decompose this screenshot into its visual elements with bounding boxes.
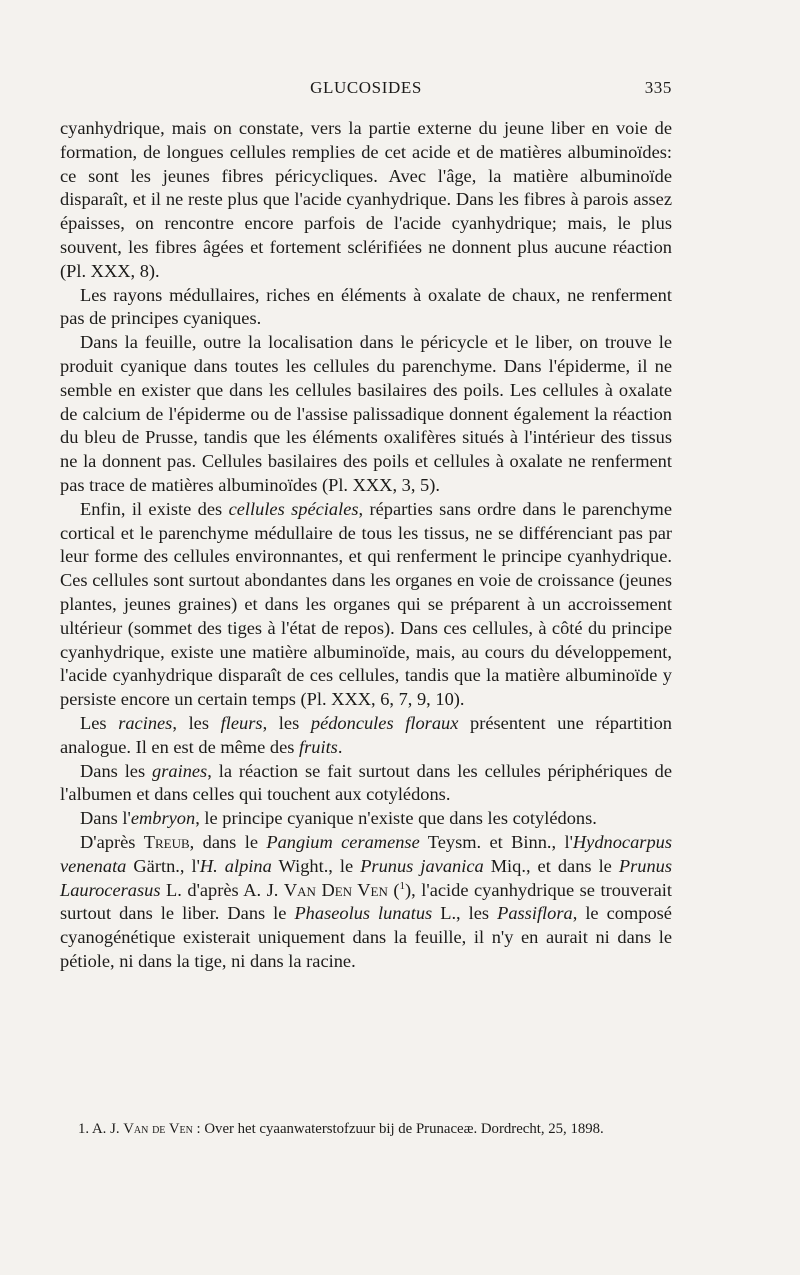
italic-term: graines xyxy=(152,760,208,781)
page-number: 335 xyxy=(644,78,672,97)
footnote xyxy=(60,1120,672,1138)
italic-term: Passiflora xyxy=(497,903,573,924)
paragraph-1: cyanhydrique, mais on constate, vers la partie externe du jeune liber en voie de formation, de longues cellules remplies de cet acide et de matières albuminoïdes: ce sont les jeunes fibres péricycliques. Avec l'âge, la matière albuminoïde disparaît, et il ne reste plus que l'acide cyanhydrique. Dans les fibres à parois assez épaisses, on rencontre encore parfois de l'acide cyanhydrique; mais, le plus souvent, les fibres âgées et fortement sclérifiées ne donnent plus aucune réaction (Pl. XXX, 8). xyxy=(60,118,672,281)
italic-term: Phaseolus lunatus xyxy=(294,903,433,924)
paragraph-5 xyxy=(60,712,672,760)
italic-term: cellules spéciales xyxy=(228,498,359,519)
italic-term: Prunus Laurocerasus xyxy=(60,855,672,900)
italic-term: fleurs xyxy=(220,712,263,733)
author-name: Treub xyxy=(143,831,190,852)
text-run: Wight., le xyxy=(271,855,361,876)
text-run: D'après xyxy=(80,831,144,852)
text-run: , la réaction se fait surtout dans les cellules périphériques de l'albumen et dans celles qui touchent aux cotylédons. xyxy=(60,760,672,805)
text-run: : Over het cyaanwaterstofzuur bij de Prunaceæ. Dordrecht, 25, 1898. xyxy=(192,1121,604,1137)
footnote-marker: 1 xyxy=(399,879,406,892)
italic-term: pédoncules floraux xyxy=(310,712,459,733)
text-run: , les xyxy=(262,712,311,733)
text-run: ), l'acide cyanhydrique se trouverait surtout dans le liber. Dans le xyxy=(60,879,672,924)
author-name: Van Den Ven xyxy=(283,879,388,900)
italic-term: embryon xyxy=(130,808,196,829)
text-run: , le composé cyanogénétique existerait uniquement dans la feuille, il n'y en aurait ni dans le pétiole, ni dans la tige, ni dans la racine. xyxy=(60,903,672,971)
paragraph-6 xyxy=(60,760,672,808)
text-run: 1. A. J. xyxy=(78,1121,124,1137)
paragraph-4 xyxy=(60,498,672,712)
text-run: L. d'après A. J. xyxy=(160,879,284,900)
text-run: , dans le xyxy=(189,831,267,852)
text-run: Les xyxy=(80,712,119,733)
text-run: Gärtn., l' xyxy=(126,855,200,876)
footnote-1 xyxy=(60,1120,672,1138)
text-run: , les xyxy=(172,712,221,733)
italic-term: racines xyxy=(118,712,173,733)
author-name: Van de Ven xyxy=(123,1121,193,1137)
body-text xyxy=(60,117,672,974)
italic-term: Prunus javanica xyxy=(360,855,484,876)
italic-term: Hydnocarpus venenata xyxy=(60,831,672,876)
paragraph-7 xyxy=(60,807,672,831)
paragraph-2: Les rayons médullaires, riches en éléments à oxalate de chaux, ne renferment pas de principes cyaniques. xyxy=(60,284,672,329)
text-run: L., les xyxy=(432,903,498,924)
text-run: ( xyxy=(387,879,400,900)
text-run: Enfin, il existe des xyxy=(80,498,229,519)
text-run: . xyxy=(337,736,343,757)
paragraph-3: Dans la feuille, outre la localisation dans le péricycle et le liber, on trouve le produit cyanique dans toutes les cellules du parenchyme. Dans l'épiderme, il ne semble en exister que dans les cellules basilaires des poils. Les cellules à oxalate de calcium de l'épiderme ou de l'assise palissadique donnent également la réaction du bleu de Prusse, tandis que les éléments oxalifères situés à l'intérieur des tissus ne la donnent pas. Cellules basilaires des poils et cellules à oxalate ne renferment pas trace de matières albuminoïdes (Pl. XXX, 3, 5). xyxy=(60,332,672,495)
italic-term: H. alpina xyxy=(199,855,272,876)
text-run: , réparties sans ordre dans le parenchyme cortical et le parenchyme médullaire de tous les tissus, ne se différenciant pas par leur forme des cellules environnantes, et qui renferment le principe cyanhydrique. Ces cellules sont surtout abondantes dans les organes en voie de croissance (jeunes plantes, jeunes graines) et dans les organes qui se préparent à un accroissement ultérieur (sommet des tiges à l'état de repos). Dans ces cellules, à côté du principe cyanhydrique, existe une matière albuminoïde, mais, au cours du développement, l'acide cyanhydrique disparaît de ces cellules, tandis que la matière albuminoïde y persiste encore un certain temps (Pl. XXX, 6, 7, 9, 10). xyxy=(60,498,672,710)
italic-term: fruits xyxy=(299,736,338,757)
text-run: présentent une répartition analogue. Il en est de même des xyxy=(60,712,673,757)
text-run: Dans les xyxy=(80,760,153,781)
text-run: Dans l' xyxy=(80,808,131,829)
paragraph-8 xyxy=(60,831,672,974)
running-head xyxy=(60,78,672,104)
text-run: , le principe cyanique n'existe que dans les cotylédons. xyxy=(195,808,597,829)
chapter-title: GLUCOSIDES xyxy=(310,78,422,97)
italic-term: Pangium ceramense xyxy=(266,831,420,852)
text-run: Miq., et dans le xyxy=(483,855,619,876)
text-run: Teysm. et Binn., l' xyxy=(419,831,573,852)
